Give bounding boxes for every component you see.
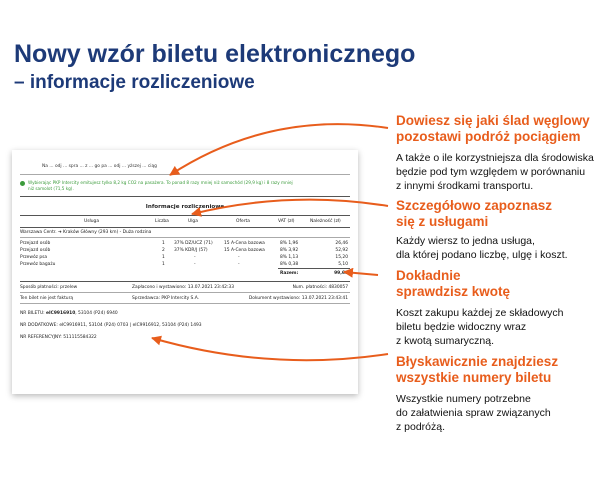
row-count: 1 [162,262,165,267]
row-discount: 37% KDR/J (57) [174,248,208,253]
callout-text: z podróżą. [396,421,446,433]
page-title: Nowy wzór biletu elektronicznego [14,40,416,68]
column-header: Oferta [236,219,250,224]
row-amount: 52,92 [335,248,348,253]
eco-info-line1: Wybierając PKP Intercity emitujesz tylko 8,2 kg CO2 na pasażera. To ponad 8 razy mniej niż samochód (29,9 kg) i 8 razy mniej [28,180,293,185]
callout-heading: Szczegółowo zapoznasz [396,198,553,213]
payment-number: Num. płatności: 4830057 [292,285,348,290]
row-amount: 26,46 [335,241,348,246]
paid-issued: Zapłacono i wystawiono: 13.07.2021 23:42:33 [132,285,234,290]
additional-numbers-label: NR DODATKOWE: [20,323,58,328]
eco-info-line2: niż samolot (71,5 kg). [28,186,74,191]
callout-heading: pozostawi podróż pociągiem [396,129,581,144]
callout-heading: wszystkie numery biletu [396,370,552,385]
row-offer: 15 A-Cena bazowa [224,248,265,253]
row-offer: 15 A-Cena bazowa [224,241,265,246]
callout-text: A także o ile korzystniejsza dla środowiska [396,152,594,164]
ticket-number-rest: , 53104 (P24) 6940 [75,311,118,316]
row-discount: 37% DZ/UCZ (71) [174,241,213,246]
column-header: Liczba [155,219,169,224]
row-vat: 8% 0,38 [280,262,299,267]
column-header: Należność (zł) [310,219,341,224]
row-vat: 8% 1,96 [280,241,299,246]
column-header: Usługa [84,219,100,224]
row-vat: 8% 3,92 [280,248,299,253]
arrow-carbon [170,124,388,175]
callout-text: będzie pod tym względem w porównaniu [396,166,586,178]
seller: Sprzedawca: PKP Intercity S.A. [132,296,200,301]
callout-text: dla której podano liczbę, ulgę i koszt. [396,249,568,261]
row-count: 2 [162,248,165,253]
arrow-amount [344,272,378,275]
callout-heading: Dokładnie [396,268,461,283]
callout-heading: sprawdzisz kwotę [396,284,511,299]
arrow-numbers [152,338,388,360]
route-info: Warszawa Centr. ➔ Kraków Główny (293 km) - Duża rodzina [20,230,152,235]
row-service: Przewóz bagażu [20,262,56,267]
callout-heading: Dowiesz się jaki ślad węglowy [396,113,590,128]
column-header: VAT (zł) [278,219,295,224]
callout-text: do załatwienia spraw związanych [396,407,551,419]
callout-text: Koszt zakupu każdej ze składowych [396,307,564,319]
ticket-number-label: NR BILETU: [20,311,45,316]
row-discount: - [194,262,196,267]
callout-heading: Błyskawicznie znajdziesz [396,354,559,369]
arrow-services [192,200,388,214]
row-amount: 5,10 [338,262,348,267]
row-service: Przejazd osób [20,248,51,253]
callout-heading: się z usługami [396,214,489,229]
total-label: Razem: [280,271,299,276]
callout-text: z kwotą sumaryczną. [396,335,495,347]
reference-number-label: NR REFERENCYJNY: [20,335,62,340]
row-discount: - [194,255,196,260]
callout-text: Każdy wiersz to jedna usługa, [396,235,535,247]
callout-text: biletu będzie widoczny wraz [396,321,527,333]
row-service: Przewóz psa [20,255,48,260]
callout-text: z innymi środkami transportu. [396,180,534,192]
not-invoice-note: Ten bilet nie jest fakturą [20,296,74,301]
column-header: Ulga [188,219,198,224]
page-subtitle: – informacje rozliczeniowe [14,72,255,93]
row-offer: - [238,262,240,267]
document-issued: Dokument wystawiono: 13.07.2021 23:43:41 [248,296,348,301]
row-service: Przejazd osób [20,241,51,246]
ticket-top-line: Na ... odj ... spra ... z ... go pa ... odj ... yższej ... ciąg [42,164,157,169]
row-count: 1 [162,255,165,260]
reference-number-value: 511115584322 [63,335,97,340]
total-value: 99,68 [334,271,348,276]
additional-numbers-value: eIC9916911, 53104 (P24) 0703 | eIC9916912, 53104 (P24) 1493 [59,323,202,328]
row-offer: - [238,255,240,260]
row-vat: 8% 1,13 [280,255,299,260]
row-amount: 15,20 [335,255,348,260]
ticket-number-value: eIC9916910 [46,311,76,316]
section-title: Informacje rozliczeniowe [145,204,225,210]
row-count: 1 [162,241,165,246]
callout-text: Wszystkie numery potrzebne [396,393,531,405]
payment-method: Sposób płatności: przelew [20,285,78,290]
